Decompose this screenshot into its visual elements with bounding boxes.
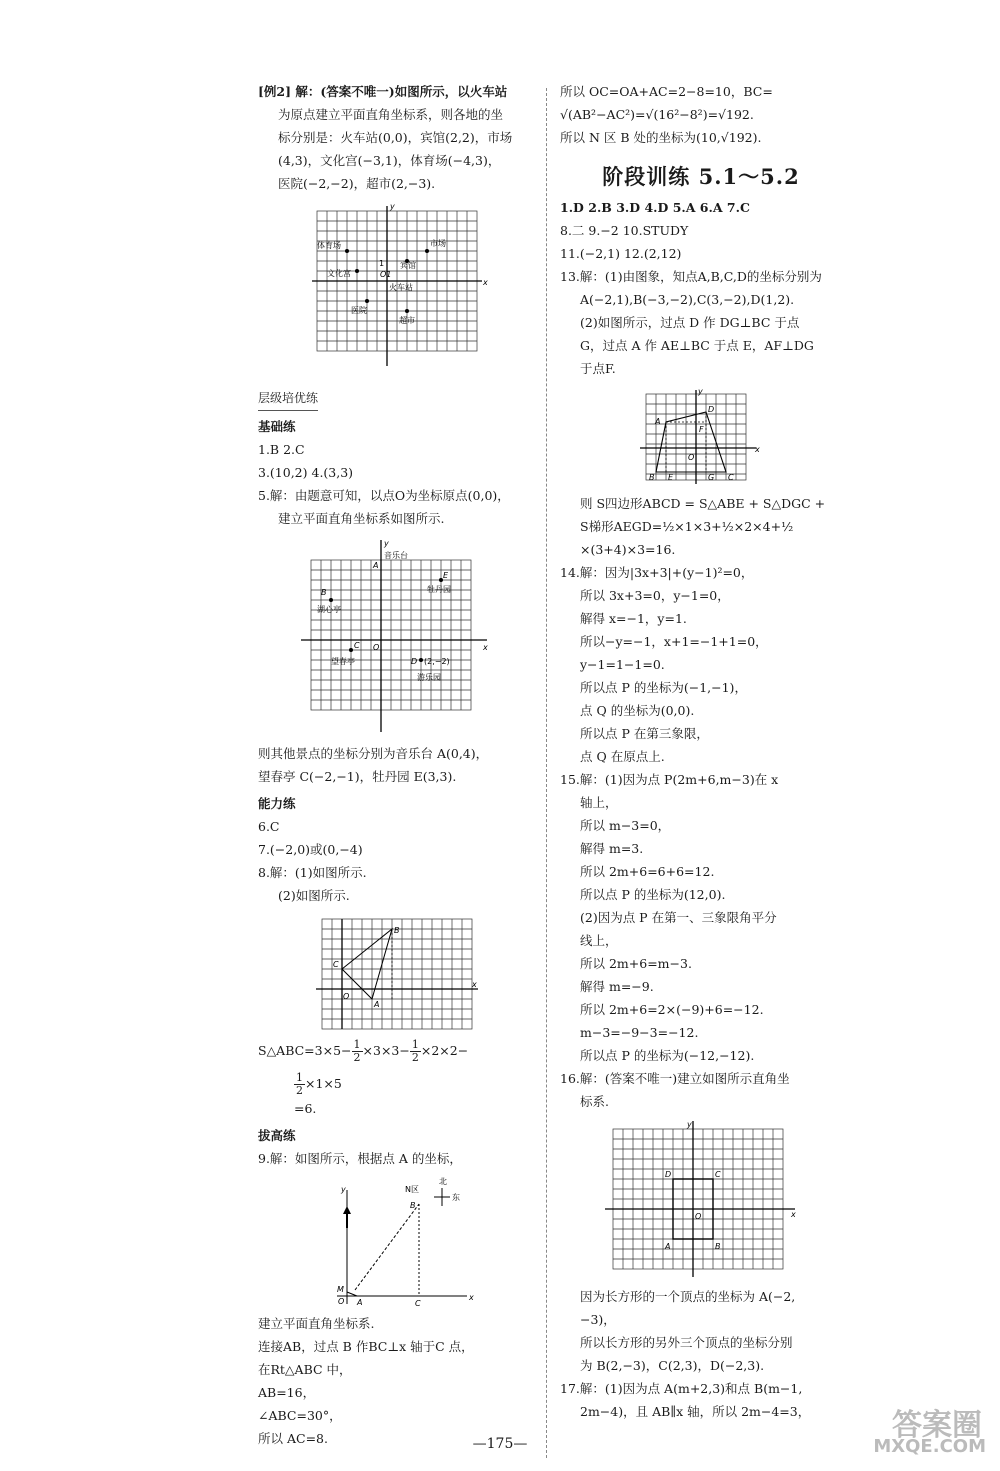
- point-d-label: D: [411, 657, 418, 666]
- answer-line: 1.B 2.C: [258, 442, 305, 457]
- amusement-park-label: 游乐园: [417, 673, 441, 682]
- text-line: 线上，: [580, 933, 618, 948]
- origin-label: O1: [380, 270, 392, 279]
- y-axis-label: y: [687, 1120, 692, 1129]
- text-line: −3)，: [580, 1312, 616, 1327]
- figure-triangle-grid: [312, 913, 482, 1033]
- text-line: ×(3+4)×3=16.: [580, 542, 676, 557]
- stadium-label: 体育场: [317, 241, 341, 250]
- point-e-label: E: [443, 571, 449, 580]
- x-axis-label: x: [472, 980, 477, 989]
- text-line: 解得 x=−1，y=1.: [580, 611, 687, 626]
- subsection-heading: 能力练: [258, 796, 296, 811]
- text-line: 建立平面直角坐标系如图所示.: [278, 511, 445, 526]
- point-g-label: G: [708, 473, 715, 482]
- text-line: 所以 2m+6=m−3.: [580, 956, 692, 971]
- text-line: ∠ABC=30°，: [258, 1408, 342, 1423]
- text-line: 8.解：(1)如图所示.: [258, 865, 367, 880]
- area-result: =6.: [294, 1101, 317, 1116]
- text-line: 望春亭 C(−2,−1)，牡丹园 E(3,3).: [258, 769, 457, 784]
- page-number: —175—: [472, 1436, 528, 1452]
- text-line: 所以 2m+6=2×(−9)+6=−12.: [580, 1002, 764, 1017]
- origin-label: O: [343, 992, 350, 1001]
- lake-pavilion-label: 湖心亭: [317, 605, 341, 614]
- point-b-label: B: [410, 1201, 416, 1210]
- text-line: 所以 N 区 B 处的坐标为(10,√192).: [560, 130, 762, 145]
- point-f-label: F: [699, 425, 704, 434]
- text-line: 轴上，: [580, 795, 618, 810]
- point-d-label: D: [708, 405, 715, 414]
- stage-title: 阶段训练 5.1～5.2: [602, 164, 800, 189]
- origin-label: O: [695, 1212, 702, 1221]
- text-line: 于点F.: [580, 361, 616, 376]
- text-line: 解得 m=3.: [580, 841, 644, 856]
- text-line: 所以 OC=OA+AC=2−8=10，BC=: [560, 84, 773, 99]
- text-line: S梯形AEGD=½×1×3+½×2×4+½: [580, 519, 794, 534]
- y-axis-label: y: [390, 202, 395, 211]
- north-label: 北: [439, 1177, 447, 1186]
- text-line: 所以长方形的另外三个顶点的坐标分别: [580, 1335, 793, 1350]
- text-line: 建立平面直角坐标系.: [258, 1316, 375, 1331]
- answer-line: 8.二 9.−2 10.STUDY: [560, 223, 689, 238]
- text-line: (4,3)，文化宫(−3,1)，体育场(−4,3)，: [278, 153, 501, 168]
- figure-campus-grid: [307, 201, 487, 371]
- station-label: 火车站: [389, 283, 413, 292]
- unit-label: 1: [379, 259, 385, 268]
- point-d-label: D: [665, 1170, 672, 1179]
- text-line: 标分别是：火车站(0,0)，宾馆(2,2)，市场: [278, 130, 513, 145]
- text-line: √(AB²−AC²)=√(16²−8²)=√192.: [560, 107, 754, 122]
- text-line: (2)如图所示.: [278, 888, 350, 903]
- text-line: 所以点 P 在第三象限，: [580, 726, 709, 741]
- subsection-heading: 拔高练: [258, 1128, 296, 1143]
- point-a-label: A: [357, 1298, 363, 1307]
- n-zone-label: N区: [405, 1185, 419, 1194]
- text-line: 所以 2m+6=6+6=12.: [580, 864, 715, 879]
- answer-line: 1.D 2.B 3.D 4.D 5.A 6.A 7.C: [560, 200, 750, 215]
- watermark-site: MXQE.COM: [873, 1436, 986, 1457]
- origin-label: O: [338, 1297, 345, 1306]
- fraction-half: $\frac{1}{2}$: [296, 1071, 303, 1097]
- market-label: 市场: [430, 239, 446, 248]
- text-line: 为 B(2,−3)，C(2,3)，D(−2,3).: [580, 1358, 765, 1373]
- origin-label: O: [373, 643, 380, 652]
- text-line: 17.解：(1)因为点 A(m+2,3)和点 B(m−1,: [560, 1381, 803, 1396]
- formula-part: ×2×2−: [420, 1043, 469, 1058]
- right-column: [560, 80, 842, 1423]
- point-c-label: C: [415, 1299, 421, 1308]
- left-column: [258, 80, 536, 1450]
- answer-line: 7.(−2,0)或(0,−4): [258, 842, 363, 857]
- y-axis-label: y: [698, 387, 703, 396]
- point-b-label: B: [321, 588, 327, 597]
- point-c-label: C: [715, 1170, 721, 1179]
- text-line: 所以 m−3=0，: [580, 818, 671, 833]
- text-line: 医院(−2,−2)，超市(2,−3).: [278, 176, 436, 191]
- formula-part: S△ABC=3×5−: [258, 1043, 352, 1058]
- text-line: 标系.: [580, 1094, 609, 1109]
- text-line: 2m−4)，且 AB∥x 轴，所以 2m−4=3，: [580, 1404, 811, 1419]
- text-line: A(−2,1),B(−3,−2),C(3,−2),D(1,2).: [580, 292, 795, 307]
- text-line: 则其他景点的坐标分别为音乐台 A(0,4)，: [258, 746, 489, 761]
- point-b-label: B: [649, 473, 655, 482]
- column-divider: [546, 88, 547, 1458]
- text-line: 所以 3x+3=0，y−1=0，: [580, 588, 730, 603]
- point-e-label: E: [668, 473, 674, 482]
- answer-line: 11.(−2,1) 12.(2,12): [560, 246, 682, 261]
- text-line: AB=16，: [258, 1385, 316, 1400]
- point-a-label: A: [374, 1000, 380, 1009]
- subsection-heading: 基础练: [258, 419, 296, 434]
- formula-part: ×1×5: [305, 1076, 342, 1091]
- point-a-label: A: [373, 561, 379, 570]
- x-axis-label: x: [483, 278, 488, 287]
- hospital-label: 医院: [351, 306, 367, 315]
- text-line: 13.解：(1)由图象，知点A,B,C,D的坐标分别为: [560, 269, 822, 284]
- text-line: 14.解：因为|3x+3|+(y−1)²=0，: [560, 565, 754, 580]
- point-c-label: C: [333, 960, 339, 969]
- text-line: 所以点 P 的坐标为(−1,−1)，: [580, 680, 747, 695]
- text-line: 为原点建立平面直角坐标系，则各地的坐: [278, 107, 504, 122]
- peony-garden-label: 牡丹园: [427, 585, 451, 594]
- supermarket-label: 超市: [399, 316, 415, 325]
- text-line: (2)如图所示，过点 D 作 DG⊥BC 于点: [580, 315, 800, 330]
- figure-scenic-spots-grid: [297, 536, 497, 736]
- wangchun-pavilion-label: 望春亭: [331, 657, 355, 666]
- area-formula-cont: [258, 1072, 536, 1097]
- figure-quadrilateral-grid: [636, 386, 766, 486]
- point-d-coordinate: (2,−2): [424, 657, 450, 666]
- origin-label: O: [688, 453, 695, 462]
- point-m-label: M: [337, 1285, 344, 1294]
- text-line: 15.解：(1)因为点 P(2m+6,m−3)在 x: [560, 772, 779, 787]
- text-line: 5.解：由题意可知，以点O为坐标原点(0,0)，: [258, 488, 510, 503]
- x-axis-label: x: [791, 1210, 796, 1219]
- text-line: (2)因为点 P 在第一、三象限角平分: [580, 910, 777, 925]
- music-stage-label: 音乐台: [384, 551, 408, 560]
- text-line: 所以点 P 的坐标为(12,0).: [580, 887, 726, 902]
- figure-rectangle-grid: [601, 1119, 801, 1279]
- text-line: 在Rt△ABC 中，: [258, 1362, 352, 1377]
- fraction-half: $\frac{1}{2}$: [411, 1038, 419, 1064]
- y-axis-label: y: [384, 539, 389, 548]
- formula-part: ×3×3−: [362, 1043, 410, 1058]
- text-line: 则 S四边形ABCD = S△ABE + S△DGC +: [580, 496, 826, 511]
- point-a-label: A: [665, 1242, 671, 1251]
- text-line: 因为长方形的一个顶点的坐标为 A(−2,: [580, 1289, 796, 1304]
- point-b-label: B: [394, 926, 400, 935]
- point-c-label: C: [354, 641, 360, 650]
- watermark-logo: 答案圈: [892, 1408, 982, 1443]
- text-line: 所以 AC=8.: [258, 1431, 328, 1446]
- point-b-label: B: [715, 1242, 721, 1251]
- point-c-label: C: [728, 473, 734, 482]
- text-line: m−3=−9−3=−12.: [580, 1025, 699, 1040]
- text-line: 16.解：(答案不唯一)建立如图所示直角坐: [560, 1071, 790, 1086]
- text-line: y−1=1−1=0.: [580, 657, 665, 672]
- text-line: 解得 m=−9.: [580, 979, 654, 994]
- culture-label: 文化宫: [327, 269, 351, 278]
- example-2-block: [258, 80, 536, 195]
- fraction-half: $\frac{1}{2}$: [353, 1038, 361, 1064]
- text-line: 所以−y=−1，x+1=−1+1=0，: [580, 634, 768, 649]
- hotel-label: 宾馆: [400, 261, 416, 270]
- east-label: 东: [452, 1193, 460, 1202]
- text-line: 点 Q 的坐标为(0,0).: [580, 703, 695, 718]
- figure-direction-diagram: [317, 1176, 477, 1306]
- x-axis-label: x: [469, 1293, 474, 1302]
- text-line: 9.解：如图所示，根据点 A 的坐标，: [258, 1151, 462, 1166]
- text-line: 点 Q 在原点上.: [580, 749, 665, 764]
- x-axis-label: x: [483, 643, 488, 652]
- text-line: [例2] 解：(答案不唯一)如图所示，以火车站: [258, 84, 508, 99]
- section-heading: 层级培优练: [258, 387, 318, 411]
- point-a-label: A: [655, 417, 661, 426]
- x-axis-label: x: [755, 445, 760, 454]
- text-line: G，过点 A 作 AE⊥BC 于点 E，AF⊥DG: [580, 338, 814, 353]
- y-axis-label: y: [341, 1185, 346, 1194]
- text-line: 连接AB，过点 B 作BC⊥x 轴于C 点，: [258, 1339, 474, 1354]
- area-formula: [258, 1039, 536, 1064]
- answer-line: 3.(10,2) 4.(3,3): [258, 465, 354, 480]
- text-line: 所以点 P 的坐标为(−12,−12).: [580, 1048, 755, 1063]
- answer-line: 6.C: [258, 819, 280, 834]
